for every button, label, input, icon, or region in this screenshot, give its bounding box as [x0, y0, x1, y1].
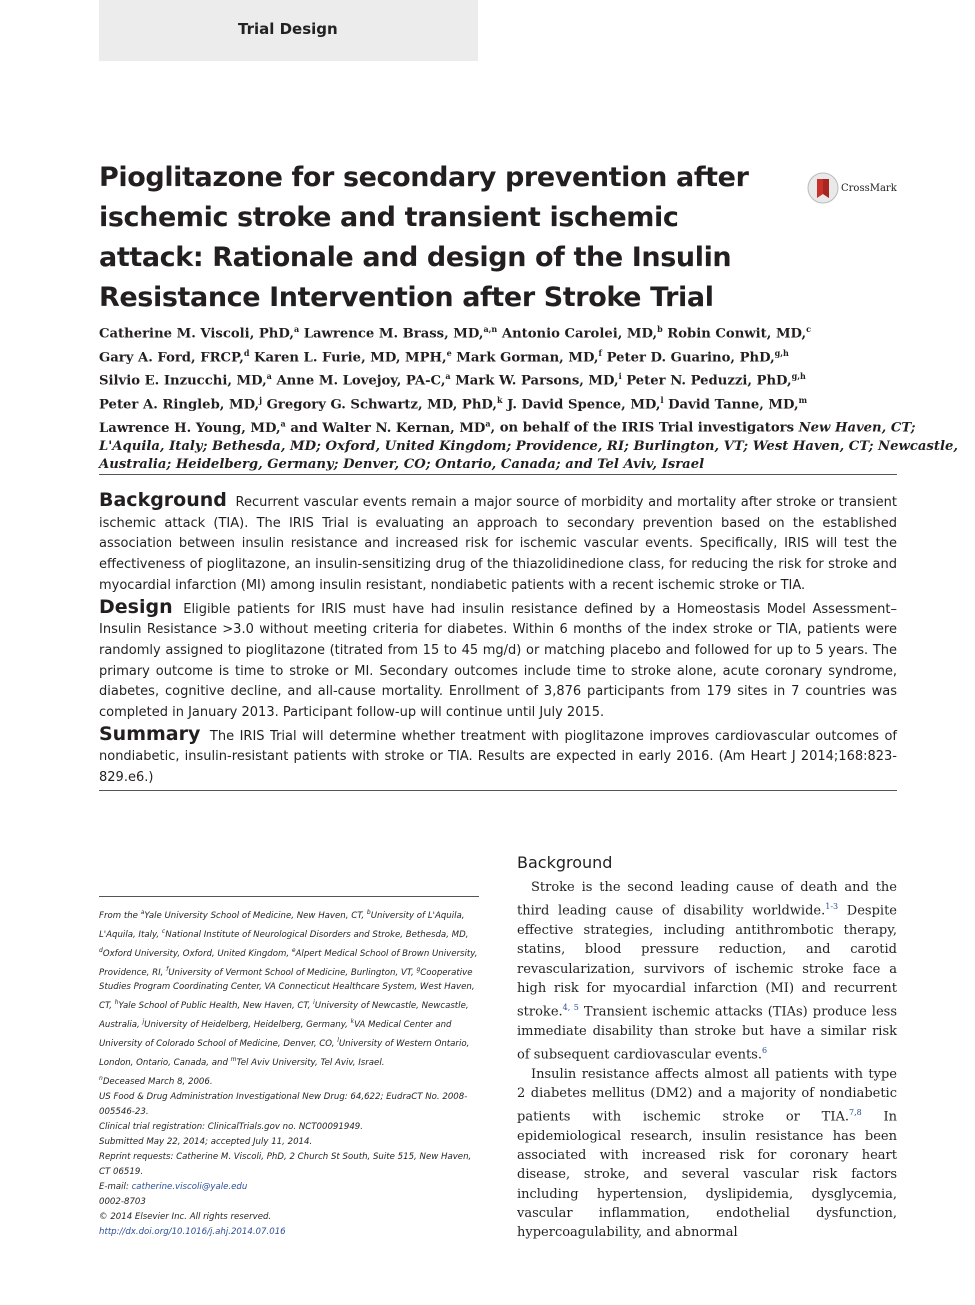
affiliation-line-3: Australia; Heidelberg, Germany; Denver, CO; Ontario, Canada; and Tel Aviv, Israel [99, 457, 705, 473]
affiliation-text: National Institute of Neurological Disorders and Stroke, Bethesda, MD, [165, 929, 469, 940]
affiliation-mark: l [337, 1037, 339, 1045]
affiliation-text: VA Medical Center and University of Colorado School of Medicine, Denver, CO, [99, 1020, 452, 1050]
issn: 0002-8703 [99, 1196, 146, 1207]
author-name: Peter A. Ringleb, MD, [99, 397, 260, 413]
abstract-top-rule [99, 474, 897, 475]
author-name: Lawrence H. Young, MD, [99, 420, 281, 436]
author-name: Anne M. Lovejoy, PA-C, [276, 373, 446, 389]
author-affiliation-mark: a [293, 324, 300, 334]
affiliation-text: University of Newcastle, Newcastle, Australia, [99, 1001, 469, 1031]
author-affiliation-mark: a [485, 418, 491, 429]
body-text: In epidemiological research, insulin resistance has been associated with increased risk for coronary heart disease, stroke, and several vascular risk factors including hypertension, dyslipidemia, dysglycemia, vascular inflammation, endothelial dysfunction, hypercoagulability, and abnormal [517, 1109, 897, 1241]
citation-ref[interactable]: 4, 5 [562, 1003, 579, 1013]
author-affiliation-mark: g,h [791, 371, 806, 382]
abstract-summary-text: The IRIS Trial will determine whether treatment with pioglitazone improves cardiovascular outcomes of nondiabetic, insulin-resistant patients with stroke or TIA. Results are expected in early 2016. (Am Heart J 2014;168:823-829.e6.) [99, 728, 897, 786]
reprint-requests: Reprint requests: Catherine M. Viscoli, PhD, 2 Church St South, Suite 515, New Haven, CT 06519. [99, 1151, 472, 1177]
citation-ref[interactable]: 6 [761, 1046, 768, 1056]
abstract-background-heading: Background [99, 489, 227, 511]
body-column [517, 852, 897, 1243]
author-affiliation-mark: a [445, 371, 451, 382]
author-affiliation-mark: c [806, 324, 811, 334]
body-text: Despite effective strategies, including antithrombotic therapy, statins, blood pressure reduction, and carotid revascularization, survivors of ischemic stroke face a high risk for myocardial infarction (MI) and recurrent stroke. [517, 903, 897, 1020]
author-affiliation-mark: g,h [774, 347, 789, 358]
author-affiliation-mark: b [657, 324, 663, 334]
abstract-design [99, 597, 897, 724]
author-affiliation-mark: a [280, 418, 286, 429]
article-title: Pioglitazone for secondary prevention after ischemic stroke and transient ischemic attack: Rationale and design of the Insulin Resistance Intervention after Stroke Trial [99, 162, 749, 313]
affiliation-mark: h [114, 999, 119, 1007]
author-name: Mark Gorman, MD, [456, 349, 599, 365]
author-line-5 [99, 414, 916, 438]
affiliation-text: University of Western Ontario, London, Ontario, Canada, and [99, 1039, 470, 1068]
section-tag-banner [99, 0, 478, 61]
author-affiliation-mark: f [598, 347, 602, 358]
abstract-design-text: Eligible patients for IRIS must have had insulin resistance defined by a Homeostasis Model Assessment–Insulin Resistance >3.0 without meeting criteria for diabetes. Within 6 months of the index stroke or TIA, patients were randomly assigned to pioglitazone (titrated from 15 to 45 mg/d) or matching placebo and followed for up to 5 years. The primary outcome is time to stroke or MI. Secondary outcomes include time to stroke alone, acute coronary syndrome, diabetes, cognitive decline, and all-cause mortality. Enrollment of 3,876 participants from 179 sites in 7 countries was completed in January 2013. Participant follow-up will continue until July 2015. [99, 601, 897, 721]
abstract-summary [99, 724, 897, 789]
affiliation-text: Yale University School of Medicine, New Haven, CT, [144, 910, 367, 921]
affiliation-mark: e [291, 946, 296, 954]
author-line-2 [99, 344, 898, 368]
affiliation-text: University of L'Aquila, L'Aquila, Italy, [99, 910, 465, 940]
author-affiliation-mark: m [798, 394, 808, 405]
author-name: David Tanne, MD, [668, 397, 799, 413]
author-name: Catherine M. Viscoli, PhD, [99, 326, 294, 342]
author-name: J. David Spence, MD, [507, 397, 661, 413]
email-link[interactable]: catherine.viscoli@yale.edu [131, 1181, 248, 1192]
body-text: Stroke is the second leading cause of death and the third leading cause of disability worldwide. [517, 880, 897, 919]
citation-ref[interactable]: 7,8 [848, 1108, 862, 1118]
affiliation-text: Alpert Medical School of Brown University, Providence, RI, [99, 948, 478, 978]
author-name: Karen L. Furie, MD, MPH, [254, 349, 447, 365]
body-text: Transient ischemic attacks (TIAs) produce less immediate disability than stroke but have a similar risk of subsequent cardiovascular events. [517, 1004, 897, 1063]
affiliation-text: Yale School of Public Health, New Haven, CT, [118, 1001, 314, 1012]
author-affiliation-mark: i [618, 371, 622, 382]
author-name: Silvio E. Inzucchi, MD, [99, 373, 267, 389]
author-name: Gregory G. Schwartz, MD, PhD, [266, 397, 497, 413]
section-tag: Trial Design [238, 20, 338, 38]
abstract-summary-heading: Summary [99, 722, 201, 745]
author-line-4 [99, 391, 898, 415]
affiliation-mark: c [161, 927, 166, 935]
abstract-background [99, 490, 897, 597]
submission-dates: Submitted May 22, 2014; accepted July 11, 2014. [99, 1136, 313, 1147]
crossmark-label: CrossMark [841, 182, 897, 194]
abstract-design-heading: Design [99, 595, 173, 618]
crossmark-badge[interactable] [807, 170, 897, 206]
affiliation-mark: m [230, 1056, 237, 1064]
affiliation-mark: k [350, 1018, 355, 1026]
author-affiliation-mark: k [496, 394, 503, 405]
author-name: Peter D. Guarino, PhD, [606, 349, 775, 365]
author-affiliation-mark: a,n [483, 324, 498, 334]
author-line-3 [99, 367, 898, 391]
affiliation-mark: b [366, 909, 371, 916]
abstract-bottom-rule [99, 790, 897, 791]
author-affiliation-mark: d [243, 347, 250, 358]
copyright: © 2014 Elsevier Inc. All rights reserved. [99, 1211, 272, 1222]
fda-note: US Food & Drug Administration Investigational New Drug: 64,622; EudraCT No. 2008-005546-23. [99, 1091, 468, 1117]
affiliation-mark: j [142, 1018, 145, 1026]
body-paragraph-2 [517, 1065, 897, 1243]
author-name: Mark W. Parsons, MD, [455, 373, 619, 389]
author-name: Peter N. Peduzzi, PhD, [626, 373, 792, 389]
affiliation-line-2: L'Aquila, Italy; Bethesda, MD; Oxford, United Kingdom; Providence, RI; Burlington, VT; West Haven, CT; Newcastle, [99, 438, 958, 454]
abstract-background-text: Recurrent vascular events remain a major source of morbidity and mortality after stroke or transient ischemic attack (TIA). The IRIS Trial is evaluating an approach to secondary prevention based on the established association between insulin resistance and increased risk for ischemic vascular events. Specifically, IRIS will test the effectiveness of pioglitazone, an insulin-sensitizing drug of the thiazolidinedione class, for reducing the risk for stroke and myocardial infarction (MI) among insulin resistant, nondiabetic patients with a recent ischemic stroke or TIA. [99, 495, 897, 593]
author-affiliation-mark: e [446, 347, 452, 358]
author-line-1 [99, 320, 898, 344]
trial-registration: Clinical trial registration: ClinicalTrials.gov no. NCT00091949. [99, 1121, 363, 1132]
deceased-note: $^n$Deceased March 8, 2006. [99, 1074, 213, 1087]
affiliation-text: University of Heidelberg, Heidelberg, Germany, [144, 1020, 351, 1031]
affiliation-prefix: From the [99, 910, 141, 921]
affiliation-line-1: New Haven, CT; [798, 420, 916, 436]
author-affiliation-mark: a [266, 371, 272, 382]
affiliation-mark: d [99, 946, 103, 954]
body-section-heading: Background [517, 853, 613, 872]
citation-ref[interactable]: 1-3 [825, 902, 839, 912]
author-name: Robin Conwit, MD, [667, 326, 807, 342]
author-name: Lawrence M. Brass, MD, [303, 326, 484, 342]
crossmark-icon [807, 171, 839, 205]
footnotes [99, 905, 479, 1240]
affiliation-mark: g [416, 965, 421, 973]
affiliation-mark: a [140, 909, 145, 916]
affiliation-text: Oxford University, Oxford, United Kingdom, [102, 948, 292, 959]
author-name: and Walter N. Kernan, MD [290, 420, 486, 436]
affiliations-footnote [99, 905, 479, 1071]
doi-link[interactable]: http://dx.doi.org/10.1016/j.ahj.2014.07.016 [99, 1226, 286, 1237]
email-line: E-mail: catherine.viscoli@yale.edu [99, 1181, 248, 1192]
author-affiliation-mark: j [259, 394, 263, 405]
abstract [99, 490, 897, 789]
author-line-5-names [99, 418, 491, 436]
affiliation-text: Cooperative Studies Program Coordinating Center, VA Connecticut Healthcare System, West Haven, CT, [99, 967, 475, 1012]
author-list [99, 320, 958, 474]
collaboration-note: , on behalf of the IRIS Trial investigators [490, 420, 795, 436]
body-paragraph-1 [517, 878, 897, 1065]
affiliation-mark: i [313, 999, 315, 1007]
body-text: Insulin resistance affects almost all patients with type 2 diabetes mellitus (DM2) and a majority of nondiabetic patients with ischemic stroke or TIA. [517, 1066, 897, 1125]
author-name: Antonio Carolei, MD, [501, 326, 658, 342]
affiliation-text: University of Vermont School of Medicine, Burlington, VT, [168, 967, 417, 978]
footnote-rule [99, 896, 479, 897]
author-affiliation-mark: l [660, 394, 664, 405]
affiliation-mark: f [166, 965, 169, 973]
affiliation-text: Tel Aviv University, Tel Aviv, Israel. [236, 1057, 385, 1068]
author-name: Gary A. Ford, FRCP, [99, 349, 244, 365]
